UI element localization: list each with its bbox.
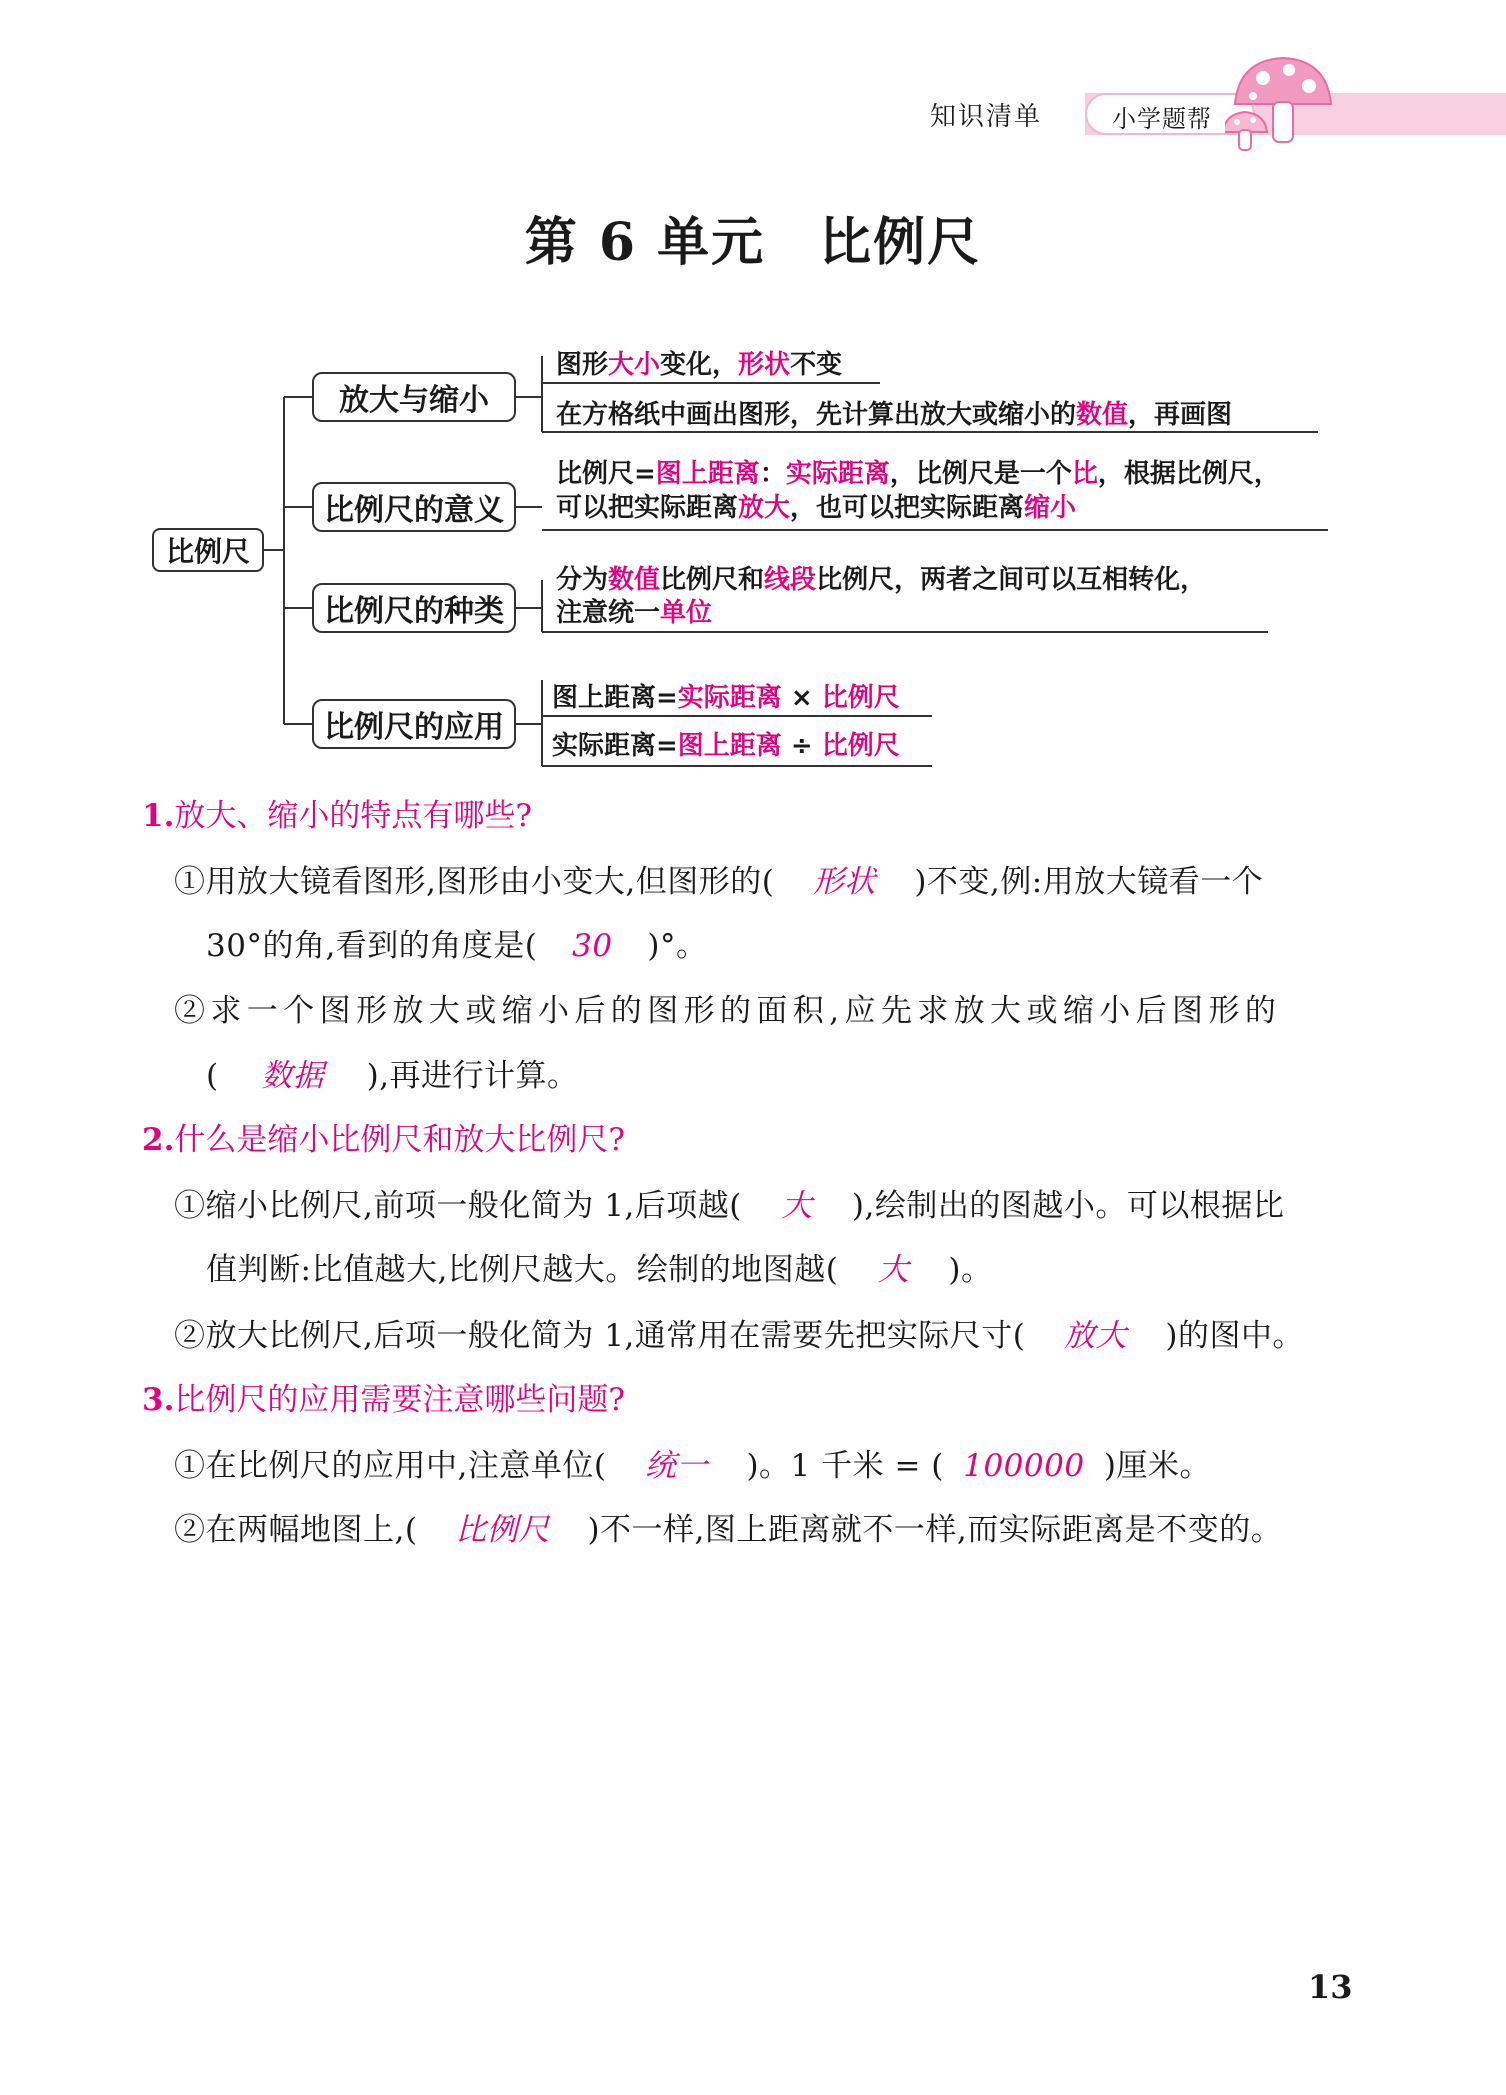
- answer-line: ②求一个图形放大或缩小后的图形的面积,应先求放大或缩小后图形的: [174, 993, 1282, 1029]
- question-heading: 2.什么是缩小比例尺和放大比例尺?: [142, 1122, 625, 1158]
- mindmap-branch-2: 比例尺的意义: [312, 482, 516, 532]
- mindmap-branch-1: 放大与缩小: [312, 372, 516, 422]
- header-book-label: 小学题帮: [1112, 105, 1212, 133]
- answer-line: ①在比例尺的应用中,注意单位( 统一 )。1 千米 = ( 100000 )厘米。: [174, 1448, 1212, 1484]
- page-number: 13: [1308, 1968, 1353, 2006]
- mindmap-line: 分为数值比例尺和线段比例尺，两者之间可以互相转化，: [556, 565, 1207, 595]
- mindmap-line: 注意统一单位: [556, 598, 713, 628]
- answer-line: ②在两幅地图上,( 比例尺 )不一样,图上距离就不一样,而实际距离是不变的。: [174, 1512, 1283, 1548]
- mindmap-line: 实际距离=图上距离 ÷ 比例尺: [552, 731, 900, 761]
- mindmap-branch-3: 比例尺的种类: [312, 583, 516, 633]
- answer-line: 30°的角,看到的角度是( 30 )°。: [206, 928, 708, 964]
- answer-line: 值判断:比值越大,比例尺越大。绘制的地图越( 大 )。: [206, 1252, 993, 1288]
- page-title: 第 6 单元 比例尺: [524, 212, 982, 273]
- answer-line: ( 数据 ),再进行计算。: [206, 1058, 579, 1094]
- answer-line: ①用放大镜看图形,图形由小变大,但图形的( 形状 )不变,例:用放大镜看一个: [174, 864, 1264, 900]
- mindmap-line: 在方格纸中画出图形，先计算出放大或缩小的数值，再画图: [556, 400, 1233, 430]
- mindmap-branch-4: 比例尺的应用: [312, 699, 516, 749]
- answer-line: ②放大比例尺,后项一般化简为 1,通常用在需要先把实际尺寸( 放大 )的图中。: [174, 1318, 1304, 1354]
- mindmap-root: 比例尺: [152, 528, 264, 572]
- answer-line: ①缩小比例尺,前项一般化简为 1,后项越( 大 ),绘制出的图越小。可以根据比: [174, 1188, 1285, 1224]
- question-heading: 3.比例尺的应用需要注意哪些问题?: [142, 1382, 625, 1418]
- mindmap-line: 图形大小变化，形状不变: [556, 350, 843, 380]
- mindmap-line: 比例尺=图上距离：实际距离，比例尺是一个比，根据比例尺，: [556, 459, 1280, 489]
- mindmap-line: 可以把实际距离放大，也可以把实际距离缩小: [556, 493, 1077, 523]
- question-heading: 1.放大、缩小的特点有哪些?: [142, 798, 532, 834]
- header-section-label: 知识清单: [930, 102, 1043, 132]
- mindmap-line: 图上距离=实际距离 × 比例尺: [552, 683, 900, 713]
